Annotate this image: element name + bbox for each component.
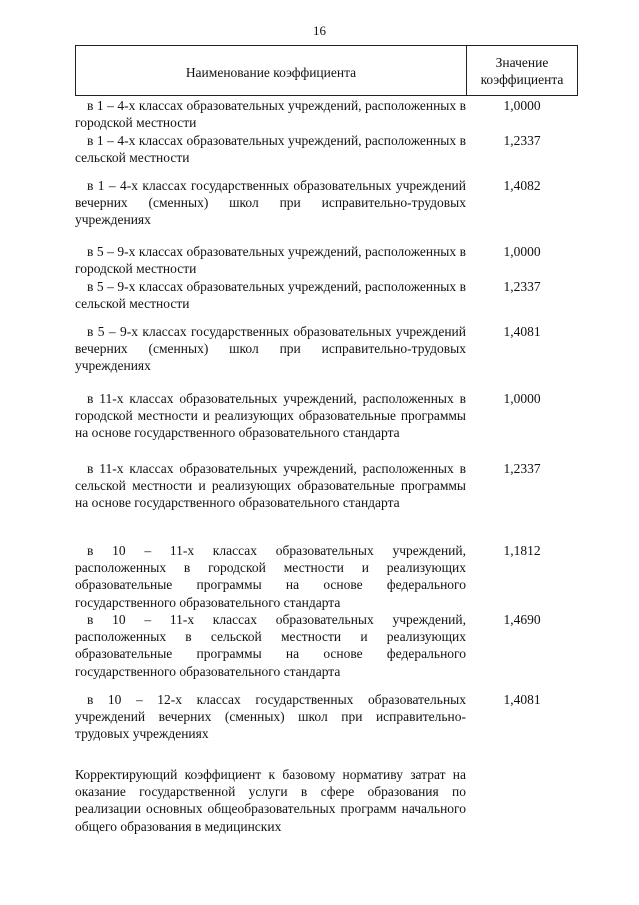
coefficient-description: в 1 – 4-х классах образовательных учреждений, расположенных в сельской местности [75, 133, 466, 166]
table-row [75, 323, 578, 375]
coefficient-description: в 1 – 4-х классах государственных образовательных учреждений вечерних (сменных) школ при исправительно-трудовых учреждениях [75, 178, 466, 228]
coefficient-value: 1,4081 [503, 692, 541, 707]
coefficient-value: 1,4690 [503, 612, 541, 627]
footer-paragraph: Корректирующий коэффициент к базовому нормативу затрат на оказание государственной услуги в сфере образования по реализации основных общеобразовательных программ начального общего образования в медицинских [75, 767, 466, 834]
table-row [75, 390, 578, 442]
coefficient-value: 1,0000 [503, 244, 541, 259]
coefficient-value: 1,4082 [503, 178, 541, 193]
coefficient-value-header: Значение коэффициента [480, 54, 564, 87]
coefficient-description: в 5 – 9-х классах образовательных учреждений, расположенных в сельской местности [75, 279, 466, 312]
coefficient-description: в 5 – 9-х классах государственных образовательных учреждений вечерних (сменных) школ при исправительно-трудовых учреждениях [75, 324, 466, 374]
coefficient-description: в 10 – 11-х классах образовательных учреждений, расположенных в сельской местности и реализующих образовательные программы на основе федерального государственного образовательного стандарта [75, 612, 466, 679]
coefficient-value: 1,2337 [503, 279, 541, 294]
table-row [75, 97, 578, 131]
table-row [75, 132, 578, 166]
page-number: 16 [313, 23, 326, 38]
coefficient-description: в 5 – 9-х классах образовательных учреждений, расположенных в городской местности [75, 244, 466, 277]
coefficient-description: в 11-х классах образовательных учреждений, расположенных в сельской местности и реализующих образовательные программы на основе государственного образовательного стандарта [75, 461, 466, 511]
table-row [75, 177, 578, 229]
table-row [75, 691, 578, 743]
coefficient-value: 1,0000 [503, 391, 541, 406]
table-row [75, 278, 578, 312]
coefficient-description: в 1 – 4-х классах образовательных учреждений, расположенных в городской местности [75, 98, 466, 131]
coefficient-name-header: Наименование коэффициента [76, 46, 467, 95]
coefficient-description: в 11-х классах образовательных учреждений, расположенных в городской местности и реализующих образовательные программы на основе государственного образовательного стандарта [75, 391, 466, 441]
table-header [75, 45, 578, 96]
coefficient-value: 1,2337 [503, 133, 541, 148]
table-row [75, 243, 578, 277]
coefficient-value: 1,2337 [503, 461, 541, 476]
table-row [75, 611, 578, 680]
coefficient-value: 1,1812 [503, 543, 541, 558]
coefficient-description: в 10 – 12-х классах государственных образовательных учреждений вечерних (сменных) школ при исправительно-трудовых учреждениях [75, 692, 466, 742]
table-row [75, 460, 578, 512]
table-row [75, 542, 578, 611]
coefficient-value: 1,4081 [503, 324, 541, 339]
coefficient-description: в 10 – 11-х классах образовательных учреждений, расположенных в городской местности и реализующих образовательные программы на основе федерального государственного образовательного стандарта [75, 543, 466, 610]
coefficient-value: 1,0000 [503, 98, 541, 113]
